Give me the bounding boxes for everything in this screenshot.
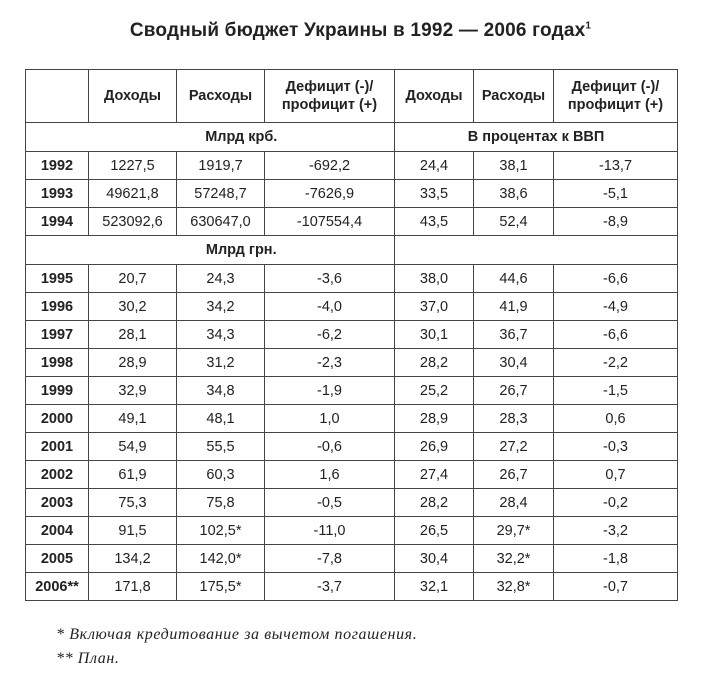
cell-revenue-gdp: 32,1 xyxy=(395,573,474,601)
cell-balance-abs: -6,2 xyxy=(265,321,395,349)
header-balance-abs xyxy=(265,70,395,123)
cell-expense-abs: 34,8 xyxy=(177,377,265,405)
cell-revenue-gdp: 28,9 xyxy=(395,405,474,433)
cell-expense-gdp: 28,4 xyxy=(474,489,554,517)
cell-balance-abs: -3,6 xyxy=(265,265,395,293)
cell-balance-gdp: -0,7 xyxy=(554,573,678,601)
cell-year: 1995 xyxy=(26,265,89,293)
cell-expense-abs: 57248,7 xyxy=(177,180,265,208)
cell-revenue-gdp: 38,0 xyxy=(395,265,474,293)
cell-year: 1994 xyxy=(26,208,89,236)
table-row xyxy=(26,573,678,601)
cell-balance-gdp: -0,2 xyxy=(554,489,678,517)
cell-balance-gdp: -5,1 xyxy=(554,180,678,208)
cell-revenue-abs: 1227,5 xyxy=(89,152,177,180)
header-revenue-gdp: Доходы xyxy=(395,70,474,123)
cell-revenue-gdp: 30,1 xyxy=(395,321,474,349)
cell-expense-abs: 34,3 xyxy=(177,321,265,349)
section-label-absolute: Млрд крб. xyxy=(89,123,395,152)
cell-balance-gdp: -2,2 xyxy=(554,349,678,377)
cell-revenue-gdp: 28,2 xyxy=(395,349,474,377)
section-row xyxy=(26,123,678,152)
cell-expense-abs: 102,5* xyxy=(177,517,265,545)
table-row xyxy=(26,377,678,405)
cell-revenue-gdp: 25,2 xyxy=(395,377,474,405)
cell-balance-gdp: -13,7 xyxy=(554,152,678,180)
cell-expense-gdp: 38,6 xyxy=(474,180,554,208)
cell-expense-abs: 175,5* xyxy=(177,573,265,601)
section-label-absolute: Млрд грн. xyxy=(89,236,395,265)
cell-balance-abs: 1,0 xyxy=(265,405,395,433)
header-balance-gdp-text: Дефицит (-)/ профицит (+) xyxy=(567,79,664,113)
cell-expense-abs: 60,3 xyxy=(177,461,265,489)
cell-revenue-abs: 49621,8 xyxy=(89,180,177,208)
cell-balance-gdp: 0,6 xyxy=(554,405,678,433)
cell-revenue-gdp: 27,4 xyxy=(395,461,474,489)
table-row xyxy=(26,405,678,433)
cell-year: 1998 xyxy=(26,349,89,377)
cell-balance-gdp: -4,9 xyxy=(554,293,678,321)
section-empty-cell xyxy=(26,123,89,152)
cell-expense-abs: 55,5 xyxy=(177,433,265,461)
cell-revenue-abs: 75,3 xyxy=(89,489,177,517)
cell-year: 1997 xyxy=(26,321,89,349)
cell-expense-gdp: 32,8* xyxy=(474,573,554,601)
cell-revenue-abs: 91,5 xyxy=(89,517,177,545)
cell-year: 1992 xyxy=(26,152,89,180)
cell-balance-abs: -7626,9 xyxy=(265,180,395,208)
header-balance-gdp xyxy=(554,70,678,123)
cell-expense-abs: 48,1 xyxy=(177,405,265,433)
cell-balance-abs: -107554,4 xyxy=(265,208,395,236)
cell-expense-abs: 34,2 xyxy=(177,293,265,321)
cell-revenue-gdp: 37,0 xyxy=(395,293,474,321)
cell-balance-abs: -0,6 xyxy=(265,433,395,461)
cell-balance-gdp: -3,2 xyxy=(554,517,678,545)
table-row xyxy=(26,321,678,349)
cell-year: 2002 xyxy=(26,461,89,489)
cell-expense-gdp: 41,9 xyxy=(474,293,554,321)
cell-revenue-abs: 523092,6 xyxy=(89,208,177,236)
cell-balance-gdp: -1,5 xyxy=(554,377,678,405)
cell-year: 2003 xyxy=(26,489,89,517)
cell-year: 2000 xyxy=(26,405,89,433)
table-row xyxy=(26,208,678,236)
title-footnote-mark: 1 xyxy=(585,20,592,32)
budget-table xyxy=(25,69,678,601)
cell-revenue-gdp: 28,2 xyxy=(395,489,474,517)
page-title xyxy=(0,20,721,42)
cell-expense-gdp: 32,2* xyxy=(474,545,554,573)
table-row xyxy=(26,265,678,293)
table-body xyxy=(26,123,678,601)
cell-year: 1993 xyxy=(26,180,89,208)
cell-balance-abs: 1,6 xyxy=(265,461,395,489)
header-expense-abs: Расходы xyxy=(177,70,265,123)
cell-revenue-abs: 171,8 xyxy=(89,573,177,601)
cell-expense-gdp: 26,7 xyxy=(474,461,554,489)
cell-revenue-abs: 49,1 xyxy=(89,405,177,433)
cell-revenue-abs: 32,9 xyxy=(89,377,177,405)
cell-expense-abs: 1919,7 xyxy=(177,152,265,180)
cell-revenue-abs: 28,9 xyxy=(89,349,177,377)
footnote-1: * Включая кредитование за вычетом погашения. xyxy=(56,626,418,643)
cell-expense-gdp: 36,7 xyxy=(474,321,554,349)
cell-expense-gdp: 27,2 xyxy=(474,433,554,461)
table-row xyxy=(26,517,678,545)
header-revenue-abs: Доходы xyxy=(89,70,177,123)
cell-expense-abs: 142,0* xyxy=(177,545,265,573)
cell-balance-abs: -4,0 xyxy=(265,293,395,321)
cell-balance-abs: -1,9 xyxy=(265,377,395,405)
header-row xyxy=(26,70,678,123)
cell-year: 2005 xyxy=(26,545,89,573)
table-row xyxy=(26,461,678,489)
table-row xyxy=(26,152,678,180)
cell-expense-abs: 75,8 xyxy=(177,489,265,517)
table-row xyxy=(26,433,678,461)
cell-balance-gdp: -6,6 xyxy=(554,321,678,349)
cell-expense-gdp: 38,1 xyxy=(474,152,554,180)
cell-balance-gdp: 0,7 xyxy=(554,461,678,489)
cell-expense-abs: 24,3 xyxy=(177,265,265,293)
cell-expense-gdp: 29,7* xyxy=(474,517,554,545)
cell-balance-abs: -3,7 xyxy=(265,573,395,601)
cell-revenue-gdp: 26,9 xyxy=(395,433,474,461)
cell-expense-gdp: 30,4 xyxy=(474,349,554,377)
cell-revenue-abs: 30,2 xyxy=(89,293,177,321)
cell-balance-gdp: -1,8 xyxy=(554,545,678,573)
footnote-2: ** План. xyxy=(56,650,120,667)
cell-balance-gdp: -6,6 xyxy=(554,265,678,293)
cell-year: 2006** xyxy=(26,573,89,601)
cell-expense-gdp: 26,7 xyxy=(474,377,554,405)
cell-balance-abs: -2,3 xyxy=(265,349,395,377)
cell-expense-abs: 630647,0 xyxy=(177,208,265,236)
footnotes xyxy=(56,623,417,671)
cell-revenue-abs: 54,9 xyxy=(89,433,177,461)
cell-revenue-gdp: 26,5 xyxy=(395,517,474,545)
title-text: Сводный бюджет Украины в 1992 — 2006 годах xyxy=(129,20,586,41)
cell-balance-abs: -0,5 xyxy=(265,489,395,517)
cell-year: 1999 xyxy=(26,377,89,405)
header-year xyxy=(26,70,89,123)
cell-balance-gdp: -8,9 xyxy=(554,208,678,236)
table-row xyxy=(26,545,678,573)
section-row xyxy=(26,236,678,265)
cell-revenue-abs: 28,1 xyxy=(89,321,177,349)
cell-revenue-abs: 134,2 xyxy=(89,545,177,573)
cell-year: 2001 xyxy=(26,433,89,461)
header-balance-abs-text: Дефицит (-)/ профицит (+) xyxy=(281,79,378,113)
cell-expense-abs: 31,2 xyxy=(177,349,265,377)
table-row xyxy=(26,489,678,517)
cell-expense-gdp: 44,6 xyxy=(474,265,554,293)
section-label-gdp: В процентах к ВВП xyxy=(395,123,678,152)
cell-expense-gdp: 28,3 xyxy=(474,405,554,433)
cell-balance-abs: -11,0 xyxy=(265,517,395,545)
cell-revenue-abs: 61,9 xyxy=(89,461,177,489)
section-label-gdp xyxy=(395,236,678,265)
cell-revenue-gdp: 43,5 xyxy=(395,208,474,236)
table-row xyxy=(26,293,678,321)
cell-revenue-abs: 20,7 xyxy=(89,265,177,293)
cell-balance-abs: -692,2 xyxy=(265,152,395,180)
cell-year: 1996 xyxy=(26,293,89,321)
cell-year: 2004 xyxy=(26,517,89,545)
cell-expense-gdp: 52,4 xyxy=(474,208,554,236)
header-expense-gdp: Расходы xyxy=(474,70,554,123)
cell-revenue-gdp: 30,4 xyxy=(395,545,474,573)
table-row xyxy=(26,349,678,377)
cell-revenue-gdp: 24,4 xyxy=(395,152,474,180)
cell-revenue-gdp: 33,5 xyxy=(395,180,474,208)
section-empty-cell xyxy=(26,236,89,265)
table-row xyxy=(26,180,678,208)
cell-balance-abs: -7,8 xyxy=(265,545,395,573)
cell-balance-gdp: -0,3 xyxy=(554,433,678,461)
